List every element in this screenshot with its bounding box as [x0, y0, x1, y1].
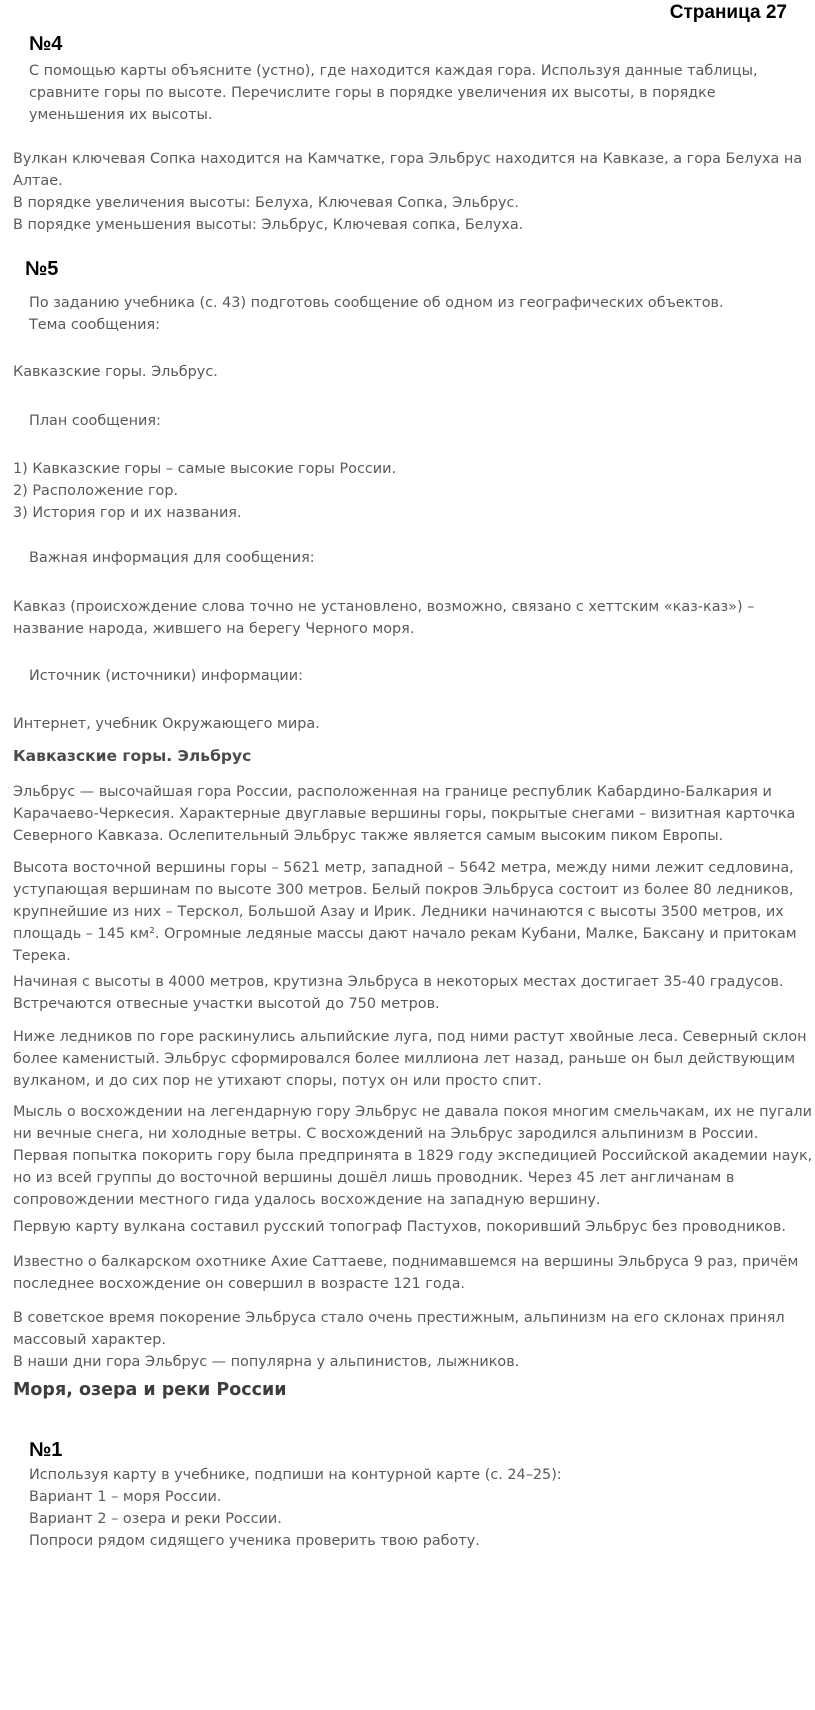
task5-plan	[13, 458, 396, 524]
task1-number: №1	[29, 1439, 63, 1461]
article-paragraph	[13, 1026, 807, 1092]
text-line: Карачаево-Черкесия. Характерные двуглавые вершины горы, покрытые снегами – визитная карточка	[13, 806, 796, 822]
task4-prompt	[29, 60, 758, 126]
text-line: сравните горы по высоте. Перечислите горы в порядке увеличения их высоты, в порядке	[29, 85, 716, 101]
text-line: Первая попытка покорить гору была предпринята в 1829 году экспедицией Российской академии наук,	[13, 1148, 813, 1164]
article-title: Кавказские горы. Эльбрус	[13, 747, 252, 765]
article-paragraph	[13, 1251, 798, 1295]
task5-important	[13, 596, 754, 640]
text-line: Эльбрус — высочайшая гора России, расположенная на границе республик Кабардино-Балкария и	[13, 784, 772, 800]
text-line: сопровождении местного гида удалось восхождение на западную вершину.	[13, 1192, 601, 1208]
text-line: Вариант 2 – озера и реки России.	[29, 1511, 282, 1527]
text-line: ни вечные снега, ни холодные ветры. С восхождений на Эльбрус зародился альпинизм в России.	[13, 1126, 759, 1142]
text-line: Встречаются отвесные участки высотой до 750 метров.	[13, 996, 440, 1012]
task1-text	[29, 1464, 562, 1552]
text-line: Используя карту в учебнике, подпиши на контурной карте (с. 24–25):	[29, 1467, 562, 1483]
task5-prompt	[29, 292, 724, 336]
article-paragraph	[13, 857, 797, 967]
text-line: В наши дни гора Эльбрус — популярна у альпинистов, лыжников.	[13, 1354, 520, 1370]
text-line: вулканом, и до сих пор не утихают споры, потух он или просто спит.	[13, 1073, 542, 1089]
text-line: Северного Кавказа. Ослепительный Эльбрус также является самым высоким пиком Европы.	[13, 828, 724, 844]
text-line: уменьшения их высоты.	[29, 107, 213, 123]
text-line: Известно о балкарском охотнике Ахие Саттаеве, поднимавшемся на вершины Эльбруса 9 раз, причём	[13, 1254, 799, 1270]
text-line: В порядке уменьшения высоты: Эльбрус, Ключевая сопка, Белуха.	[13, 217, 524, 233]
plan-item: 3) История гор и их названия.	[13, 505, 242, 521]
task5-source-label: Источник (источники) информации:	[29, 668, 303, 684]
article-paragraph	[13, 1216, 786, 1238]
task4-answer	[13, 148, 802, 236]
text-line: Ниже ледников по горе раскинулись альпийские луга, под ними растут хвойные леса. Северный склон	[13, 1029, 807, 1045]
text-line: Мысль о восхождении на легендарную гору Эльбрус не давала покоя многим смельчакам, их не пугали	[13, 1104, 812, 1120]
text-line: Попроси рядом сидящего ученика проверить твою работу.	[29, 1533, 480, 1549]
plan-item: 2) Расположение гор.	[13, 483, 179, 499]
task5-important-label: Важная информация для сообщения:	[29, 550, 315, 566]
text-line: По заданию учебника (с. 43) подготовь сообщение об одном из географических объектов.	[29, 295, 724, 311]
text-line: Первую карту вулкана составил русский топограф Пастухов, покоривший Эльбрус без проводников.	[13, 1219, 786, 1235]
task5-plan-label: План сообщения:	[29, 413, 161, 429]
text-line: В порядке увеличения высоты: Белуха, Ключевая Сопка, Эльбрус.	[13, 195, 519, 211]
text-line: Вариант 1 – моря России.	[29, 1489, 222, 1505]
plan-item: 1) Кавказские горы – самые высокие горы России.	[13, 461, 397, 477]
text-line: крупнейшие из них – Терскол, Большой Азау и Ирик. Ледники начинаются с высоты 3500 метров, их	[13, 904, 784, 920]
text-line: Кавказ (происхождение слова точно не установлено, возможно, связано с хеттским «каз-каз») –	[13, 599, 755, 615]
text-line: последнее восхождение он совершил в возрасте 121 года.	[13, 1276, 465, 1292]
page-number: Страница 27	[669, 2, 787, 23]
task5-topic: Кавказские горы. Эльбрус.	[13, 364, 218, 380]
text-line: площадь – 145 км². Огромные ледяные массы дают начало рекам Кубани, Малке, Баксану и притокам	[13, 926, 797, 942]
text-line: Вулкан ключевая Сопка находится на Камчатке, гора Эльбрус находится на Кавказе, а гора Белуха на	[13, 151, 803, 167]
text-line: название народа, жившего на берегу Черного моря.	[13, 621, 415, 637]
text-line: Алтае.	[13, 173, 63, 189]
section-title: Моря, озера и реки России	[13, 1380, 287, 1400]
article-paragraph	[13, 1101, 812, 1211]
text-line: Терека.	[13, 948, 71, 964]
text-line: Высота восточной вершины горы – 5621 метр, западной – 5642 метра, между ними лежит седловина,	[13, 860, 794, 876]
text-line: уступающая вершинам по высоте 300 метров. Белый покров Эльбруса состоит из более 80 ледников,	[13, 882, 794, 898]
text-line: более каменистый. Эльбрус сформировался более миллиона лет назад, раньше он был действующим	[13, 1051, 796, 1067]
text-line: Тема сообщения:	[29, 317, 160, 333]
article-paragraph	[13, 971, 784, 1015]
text-line: но из всей группы до восточной вершины дошёл лишь проводник. Через 45 лет англичанам в	[13, 1170, 735, 1186]
article-paragraph	[13, 781, 795, 847]
task5-number: №5	[25, 258, 59, 280]
text-line: В советское время покорение Эльбруса стало очень престижным, альпинизм на его склонах принял	[13, 1310, 785, 1326]
text-line: Начиная с высоты в 4000 метров, крутизна Эльбруса в некоторых местах достигает 35-40 градусов.	[13, 974, 784, 990]
text-line: массовый характер.	[13, 1332, 166, 1348]
task4-number: №4	[29, 33, 63, 55]
task5-source: Интернет, учебник Окружающего мира.	[13, 716, 320, 732]
text-line: С помощью карты объясните (устно), где находится каждая гора. Используя данные таблицы,	[29, 63, 758, 79]
article-paragraph	[13, 1307, 785, 1373]
